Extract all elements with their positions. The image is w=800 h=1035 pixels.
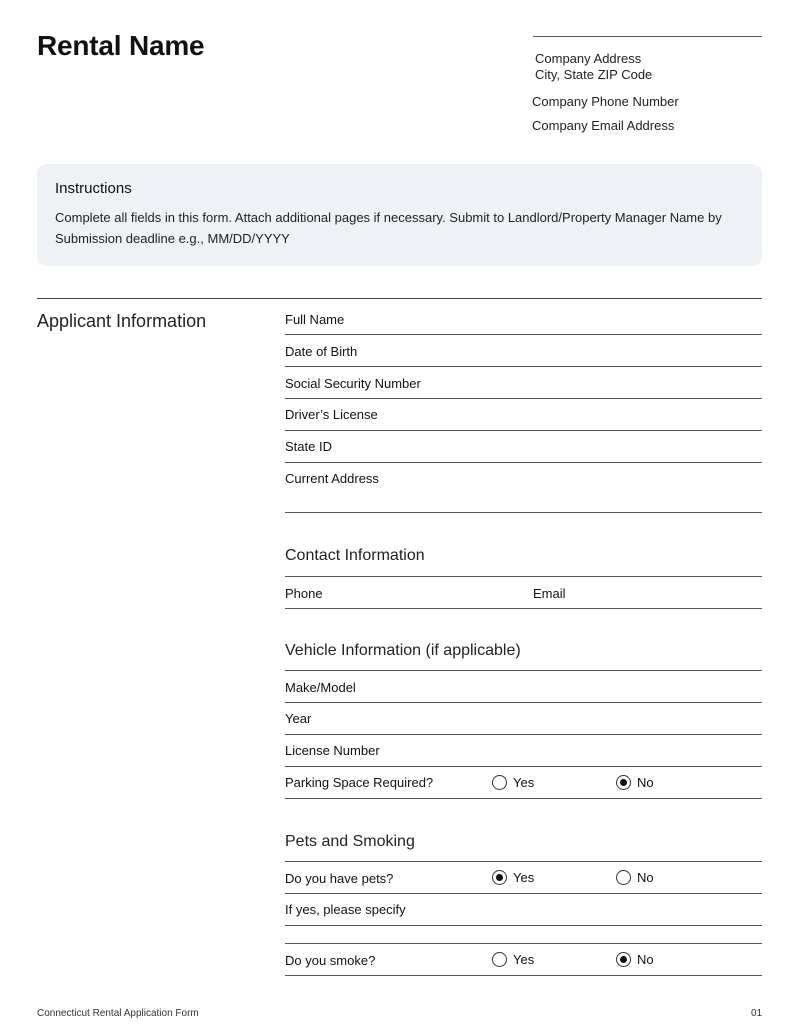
phone-label: Phone [285, 586, 323, 601]
pets-specify-field[interactable] [285, 894, 762, 926]
drivers-license-field[interactable] [285, 399, 762, 431]
radio-checked-icon [616, 775, 631, 790]
smoke-question-label: Do you smoke? [285, 953, 376, 968]
smoke-no-radio[interactable] [616, 952, 654, 967]
footer-page-number: 01 [751, 1008, 763, 1019]
company-info [532, 36, 762, 133]
radio-unchecked-icon [492, 952, 507, 967]
contact-field-row[interactable] [285, 576, 762, 609]
radio-unchecked-icon [492, 775, 507, 790]
year-label: Year [285, 711, 312, 726]
year-field[interactable] [285, 703, 762, 735]
date-of-birth-field[interactable] [285, 335, 762, 367]
company-email: Company Email Address [532, 118, 675, 133]
radio-checked-icon [492, 870, 507, 885]
company-phone: Company Phone Number [532, 94, 679, 109]
parking-yes-radio[interactable] [492, 775, 534, 790]
state-id-field[interactable] [285, 431, 762, 463]
state-id-label: State ID [285, 439, 332, 454]
radio-checked-icon [616, 952, 631, 967]
date-of-birth-label: Date of Birth [285, 344, 358, 359]
parking-no-label: No [637, 775, 654, 790]
pets-specify-label: If yes, please specify [285, 902, 406, 917]
rental-name-title: Rental Name [37, 30, 205, 61]
license-number-label: License Number [285, 743, 380, 758]
full-name-label: Full Name [285, 312, 345, 327]
smoke-yes-radio[interactable] [492, 952, 534, 967]
ssn-label: Social Security Number [285, 376, 421, 391]
email-label: Email [533, 586, 566, 601]
parking-space-label: Parking Space Required? [285, 775, 434, 790]
instructions-box [37, 164, 762, 266]
pets-no-label: No [637, 870, 654, 885]
ssn-field[interactable] [285, 367, 762, 399]
make-model-field[interactable] [285, 670, 762, 703]
contact-info-heading: Contact Information [285, 547, 425, 564]
vehicle-info-heading: Vehicle Information (if applicable) [285, 642, 521, 659]
parking-no-radio[interactable] [616, 775, 654, 790]
section-divider [37, 298, 762, 299]
current-address-field[interactable] [285, 463, 762, 513]
pets-yes-radio[interactable] [492, 870, 534, 885]
company-address: Company Address [535, 51, 642, 66]
company-city-state-zip: City, State ZIP Code [535, 67, 653, 82]
pets-no-radio[interactable] [616, 870, 654, 885]
pets-smoking-heading: Pets and Smoking [285, 833, 415, 850]
radio-unchecked-icon [616, 870, 631, 885]
make-model-label: Make/Model [285, 680, 356, 695]
footer-form-name: Connecticut Rental Application Form [37, 1008, 199, 1019]
drivers-license-label: Driver’s License [285, 407, 378, 422]
smoke-no-label: No [637, 952, 654, 967]
pets-question-label: Do you have pets? [285, 871, 394, 886]
instructions-heading: Instructions [55, 180, 132, 197]
smoke-yes-label: Yes [513, 952, 535, 967]
parking-yes-label: Yes [513, 775, 535, 790]
current-address-label: Current Address [285, 471, 379, 486]
applicant-section-title: Applicant Information [37, 311, 207, 331]
full-name-field[interactable] [285, 303, 762, 335]
instructions-body: Complete all fields in this form. Attach additional pages if necessary. Submit to Landlord/Property Manager Name by Submission deadline e.g., MM/DD/YYYY [55, 210, 722, 246]
pets-yes-label: Yes [513, 870, 535, 885]
license-number-field[interactable] [285, 735, 762, 767]
